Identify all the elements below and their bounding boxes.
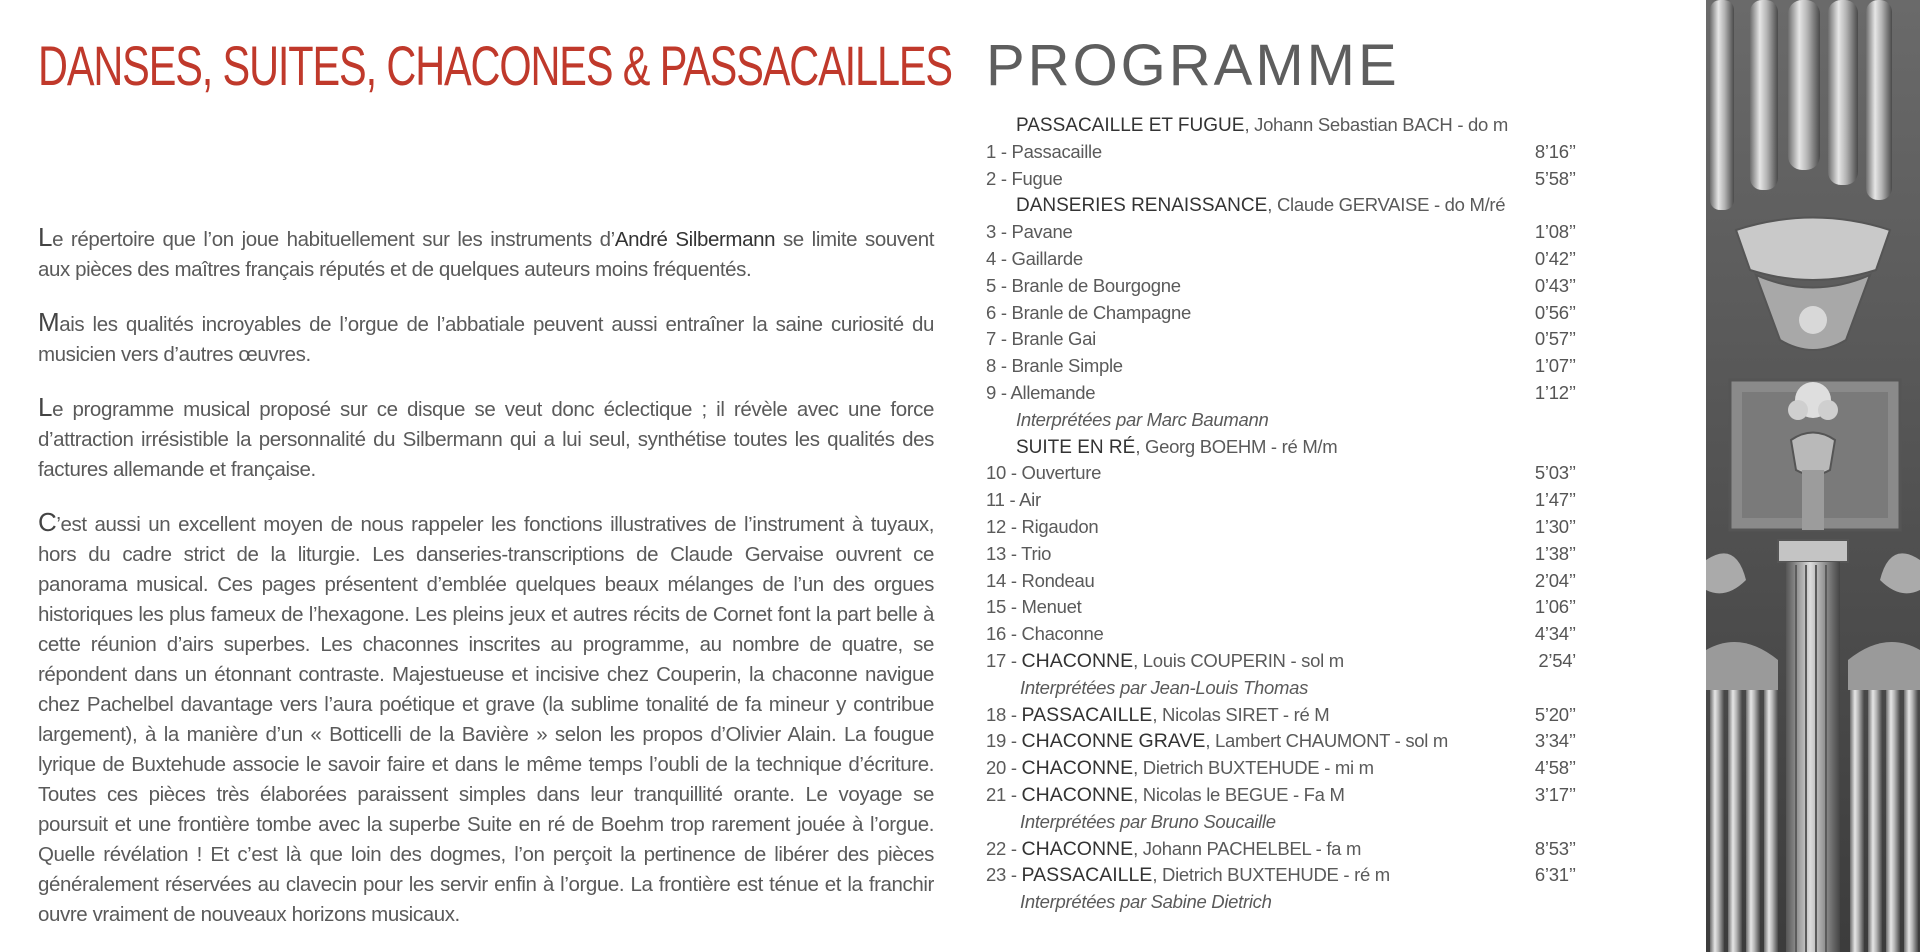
work-composer: , Johann Sebastian BACH - do m: [1244, 114, 1508, 135]
track-duration: 0’56’’: [1534, 301, 1576, 323]
track-duration: 1’47’’: [1534, 489, 1576, 511]
track-composer: , Johann PACHELBEL - fa m: [1133, 837, 1362, 859]
paragraph-text: e programme musical proposé sur ce disque se veut donc éclectique ; il révèle avec une force d’attraction irrésistible la personnalité du Silbermann qui a lui seul, synthétise toutes les qualités des factures allemande et française.: [38, 398, 934, 481]
intro-paragraph-4: [38, 507, 934, 930]
track-composer: , Louis COUPERIN - sol m: [1133, 649, 1344, 671]
performer-credit: Interprétées par Jean-Louis Thomas: [1020, 676, 1309, 698]
track-row: [986, 594, 1576, 621]
track-row: [986, 702, 1576, 729]
track-row: [986, 648, 1576, 675]
track-composer: , Dietrich BUXTEHUDE - ré m: [1152, 864, 1390, 886]
track-title: CHACONNE: [1021, 837, 1134, 860]
track-row: [986, 166, 1576, 193]
drop-letter: M: [38, 307, 60, 337]
organ-illustration: [1706, 0, 1920, 952]
main-title: DANSES, SUITES, CHACONES & PASSACAILLES: [38, 34, 952, 97]
track-row: [986, 568, 1576, 595]
track-row: [986, 755, 1576, 782]
paragraph-text: se limite souvent aux pièces des maîtres français réputés et de quelques auteurs moins fréquentés.: [38, 228, 934, 281]
track-duration: 3’17’’: [1534, 783, 1576, 805]
track-label: 4 - Gaillarde: [986, 247, 1083, 269]
track-row: [986, 300, 1576, 327]
track-row: [986, 460, 1576, 487]
performer-credit: Interprétées par Marc Baumann: [1016, 408, 1269, 430]
track-title: PASSACAILLE: [1021, 864, 1153, 887]
work-title: DANSERIES RENAISSANCE: [1016, 195, 1268, 217]
track-label: 8 - Branle Simple: [986, 355, 1123, 377]
track-duration: 0’43’’: [1534, 274, 1576, 296]
programme-column: [986, 30, 1576, 913]
track-composer: , Nicolas SIRET - ré M: [1152, 703, 1330, 725]
track-number: 22 -: [986, 837, 1022, 859]
track-duration: 2’54’: [1538, 649, 1576, 671]
track-duration: 4’34’’: [1534, 623, 1576, 645]
track-duration: 1’12’’: [1534, 381, 1576, 403]
track-label: 16 - Chaconne: [986, 623, 1104, 645]
track-title: CHACONNE: [1021, 757, 1134, 780]
work-heading: [986, 434, 1576, 461]
track-duration: 5’20’’: [1534, 703, 1576, 725]
track-number: 17 -: [986, 649, 1022, 671]
track-row: [986, 219, 1576, 246]
track-row: [986, 353, 1576, 380]
track-label: 12 - Rigaudon: [986, 515, 1099, 537]
track-composer: , Nicolas le BEGUE - Fa M: [1133, 783, 1345, 805]
track-row: [986, 514, 1576, 541]
performer-credit: Interprétées par Sabine Dietrich: [1020, 891, 1272, 913]
track-label: 1 - Passacaille: [986, 140, 1102, 162]
work-title: PASSACAILLE ET FUGUE: [1016, 115, 1245, 136]
track-composer: , Dietrich BUXTEHUDE - mi m: [1133, 757, 1374, 779]
track-number: 18 -: [986, 703, 1022, 725]
track-duration: 8’53’’: [1534, 837, 1576, 859]
track-duration: 1’08’’: [1534, 221, 1576, 243]
left-column: [38, 30, 952, 102]
track-row: [986, 836, 1576, 863]
organ-photo: [1706, 0, 1920, 952]
track-duration: 6’31’’: [1534, 864, 1576, 886]
work-heading: [986, 192, 1576, 219]
track-title: CHACONNE: [1021, 649, 1134, 672]
track-number: 20 -: [986, 757, 1022, 779]
track-title: CHACONNE: [1021, 783, 1134, 806]
track-row: [986, 541, 1576, 568]
track-row: [986, 728, 1576, 755]
drop-letter: C: [38, 507, 57, 537]
track-label: 9 - Allemande: [986, 381, 1096, 403]
track-label: 10 - Ouverture: [986, 462, 1102, 484]
paragraph-text: ’est aussi un excellent moyen de nous rappeler les fonctions illustratives de l’instrument à tuyaux, hors du cadre strict de la liturgie. Les danseries-transcriptions de Claude Gervaise ouvrent ce panorama musical. Ces pages présentent d’emblée quelques beaux mélanges de l’un des orgues historiques les plus fameux de l’hexagone. Les pleins jeux et autres récits de Cornet font la part belle à cette réunion d’airs superbes. Les chaconnes inscrites au programme, au nombre de quatre, se répondent dans un étonnant contraste. Majestueuse et incisive chez Couperin, la chaconne navigue chez Pachelbel davantage vers l’aura poétique et grave (la sublime tonalité de fa mineur y contribue largement), à la manière d’un « Botticelli de la Bavière » selon les propos d’Olivier Alain. La fougue lyrique de Buxtehude associe le savoir faire et dans le même temps l’oubli de la technique d’écriture. Toutes ces pièces très élaborées paraissent simples dans leur tranquillité orante. Le voyage se poursuit et une frontière tombe avec la superbe Suite en ré de Boehm trop rarement jouée à l’orgue. Quelle révélation ! Et c’est là que loin des dogmes, l’on perçoit la pertinence de libérer des pièces généralement réservées au clavecin pour les servir enfin à l’orgue. La frontière est ténue et la franchir ouvre vraiment de nouveaux horizons musicaux.: [38, 513, 934, 926]
track-number: 21 -: [986, 783, 1022, 805]
track-duration: 3’34’’: [1534, 730, 1576, 752]
track-row: [986, 862, 1576, 889]
drop-letter: L: [38, 392, 53, 422]
track-row: [986, 621, 1576, 648]
track-duration: 5’03’’: [1534, 462, 1576, 484]
intro-paragraph-3: [38, 392, 934, 485]
intro-paragraph-2: [38, 307, 934, 370]
track-label: 6 - Branle de Champagne: [986, 301, 1191, 323]
paragraph-text: e répertoire que l’on joue habituellement sur les instruments d’: [52, 228, 615, 251]
track-row: [986, 246, 1576, 273]
track-duration: 8’16’’: [1534, 140, 1576, 162]
track-title: CHACONNE GRAVE: [1021, 730, 1206, 753]
track-duration: 2’04’’: [1534, 569, 1576, 591]
track-number: 23 -: [986, 864, 1022, 886]
track-duration: 0’42’’: [1534, 247, 1576, 269]
track-row: [986, 326, 1576, 353]
track-duration: 0’57’’: [1534, 328, 1576, 350]
work-title: SUITE EN RÉ: [1016, 436, 1136, 458]
track-duration: 4’58’’: [1534, 757, 1576, 779]
track-number: 19 -: [986, 730, 1022, 752]
track-row: [986, 139, 1576, 166]
track-row: [986, 380, 1576, 407]
track-duration: 1’07’’: [1534, 355, 1576, 377]
intro-text: [38, 222, 934, 952]
performer-credit: Interprétées par Bruno Soucaille: [1020, 810, 1276, 832]
track-label: 2 - Fugue: [986, 167, 1063, 189]
intro-paragraph-1: [38, 222, 934, 285]
track-label: 13 - Trio: [986, 542, 1052, 564]
track-label: 15 - Menuet: [986, 596, 1082, 618]
track-title: PASSACAILLE: [1021, 703, 1153, 726]
track-label: 11 - Air: [986, 489, 1041, 511]
paragraph-text: ais les qualités incroyables de l’orgue de l’abbatiale peuvent aussi entraîner la saine curiosité du musicien vers d’autres œuvres.: [38, 313, 934, 366]
programme-title: PROGRAMME: [986, 33, 1400, 98]
track-duration: 5’58’’: [1534, 167, 1576, 189]
highlight-name: André Silbermann: [614, 228, 776, 251]
work-heading: [986, 112, 1576, 139]
track-label: 14 - Rondeau: [986, 569, 1095, 591]
programme-list: [986, 112, 1576, 916]
drop-letter: L: [38, 222, 53, 252]
track-duration: 1’30’’: [1534, 515, 1576, 537]
track-duration: 1’38’’: [1534, 542, 1576, 564]
track-row: [986, 487, 1576, 514]
track-label: 7 - Branle Gai: [986, 328, 1096, 350]
track-composer: , Lambert CHAUMONT - sol m: [1205, 730, 1449, 752]
track-label: 5 - Branle de Bourgogne: [986, 274, 1181, 296]
work-composer: , Claude GERVAISE - do M/ré: [1267, 194, 1506, 216]
work-composer: , Georg BOEHM - ré M/m: [1135, 435, 1338, 457]
track-row: [986, 782, 1576, 809]
track-row: [986, 273, 1576, 300]
track-duration: 1’06’’: [1534, 596, 1576, 618]
track-label: 3 - Pavane: [986, 221, 1073, 243]
